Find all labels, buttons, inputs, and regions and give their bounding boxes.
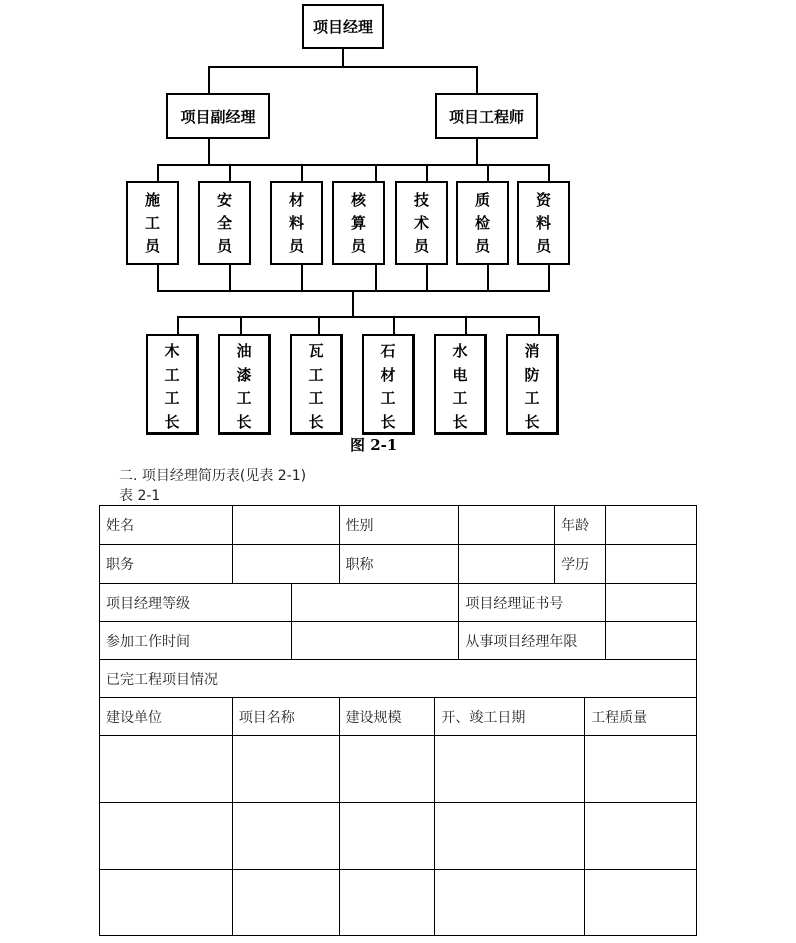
- node-stone-foreman: 石 材 工 长: [362, 334, 415, 435]
- cell-label-certificate-no: 项目经理证书号: [459, 584, 606, 622]
- section-title: 二. 项目经理简历表(见表 2-1): [119, 468, 307, 484]
- table-cell: [339, 870, 435, 936]
- connector-line: [476, 138, 478, 165]
- node-carpenter-foreman: 木 工 工 长: [146, 334, 199, 435]
- figure-caption: 图 2-1: [350, 436, 398, 454]
- connector-line: [240, 316, 242, 335]
- cell-label-age: 年龄: [555, 506, 606, 545]
- cell-label-name: 姓名: [100, 506, 233, 545]
- table-row: [100, 803, 697, 870]
- cell-value-title: [459, 545, 555, 584]
- table-header-row: [100, 698, 697, 736]
- connector-line: [375, 164, 377, 182]
- table-cell: [585, 736, 697, 803]
- cell-label-manager-years: 从事项目经理年限: [459, 622, 606, 660]
- table-cell: [232, 803, 339, 870]
- table-cell: [435, 870, 585, 936]
- connector-line: [208, 138, 210, 165]
- node-deputy-manager: 项目副经理: [166, 93, 270, 139]
- connector-line: [487, 164, 489, 182]
- cell-value-certificate-no: [606, 584, 697, 622]
- table-cell: [100, 870, 233, 936]
- node-project-manager: 项目经理: [302, 4, 384, 49]
- table-row: [100, 660, 697, 698]
- connector-line: [393, 316, 395, 335]
- node-quality-staff: 质 检 员: [456, 181, 509, 265]
- connector-line: [208, 66, 210, 94]
- cell-value-work-start: [291, 622, 459, 660]
- table-row: [100, 584, 697, 622]
- node-mason-foreman: 瓦 工 工 长: [290, 334, 343, 435]
- cell-value-manager-years: [606, 622, 697, 660]
- node-fire-foreman: 消 防 工 长: [506, 334, 559, 435]
- table-cell: [585, 803, 697, 870]
- table-cell: [100, 803, 233, 870]
- connector-line: [465, 316, 467, 335]
- header-construction-unit: 建设单位: [100, 698, 233, 736]
- header-project-name: 项目名称: [232, 698, 339, 736]
- connector-line: [177, 316, 179, 335]
- connector-line: [229, 264, 231, 291]
- node-technical-staff: 技 术 员: [395, 181, 448, 265]
- cell-value-manager-level: [291, 584, 459, 622]
- connector-line: [208, 66, 478, 68]
- connector-line: [342, 48, 344, 67]
- cell-value-age: [606, 506, 697, 545]
- node-accounting-staff: 核 算 员: [332, 181, 385, 265]
- header-scale: 建设规模: [339, 698, 435, 736]
- connector-line: [487, 264, 489, 291]
- connector-line: [548, 164, 550, 182]
- node-material-staff: 材 料 员: [270, 181, 323, 265]
- table-row: [100, 870, 697, 936]
- table-row: [100, 506, 697, 545]
- cell-label-position: 职务: [100, 545, 233, 584]
- connector-line: [352, 290, 354, 317]
- cell-label-manager-level: 项目经理等级: [100, 584, 292, 622]
- header-quality: 工程质量: [585, 698, 697, 736]
- connector-line: [548, 264, 550, 291]
- table-cell: [232, 870, 339, 936]
- table-cell: [339, 736, 435, 803]
- cell-label-gender: 性别: [339, 506, 459, 545]
- table-row: [100, 736, 697, 803]
- cell-completed-projects: 已完工程项目情况: [100, 660, 697, 698]
- node-painter-foreman: 油 漆 工 长: [218, 334, 271, 435]
- table-row: [100, 545, 697, 584]
- connector-line: [301, 264, 303, 291]
- node-plumbing-foreman: 水 电 工 长: [434, 334, 487, 435]
- resume-table: [99, 505, 697, 936]
- connector-line: [157, 264, 159, 291]
- connector-line: [229, 164, 231, 182]
- node-project-engineer: 项目工程师: [435, 93, 538, 139]
- table-row: [100, 622, 697, 660]
- cell-label-education: 学历: [555, 545, 606, 584]
- table-cell: [585, 870, 697, 936]
- cell-value-education: [606, 545, 697, 584]
- table-cell: [232, 736, 339, 803]
- cell-value-name: [232, 506, 339, 545]
- table-label: 表 2-1: [119, 488, 161, 504]
- connector-line: [426, 264, 428, 291]
- node-safety-staff: 安 全 员: [198, 181, 251, 265]
- connector-line: [318, 316, 320, 335]
- table-cell: [435, 736, 585, 803]
- table-cell: [435, 803, 585, 870]
- connector-line: [177, 316, 540, 318]
- cell-value-position: [232, 545, 339, 584]
- node-construction-staff: 施 工 员: [126, 181, 179, 265]
- cell-label-title: 职称: [339, 545, 459, 584]
- connector-line: [157, 164, 550, 166]
- cell-value-gender: [459, 506, 555, 545]
- node-document-staff: 资 料 员: [517, 181, 570, 265]
- connector-line: [301, 164, 303, 182]
- connector-line: [426, 164, 428, 182]
- table-cell: [100, 736, 233, 803]
- connector-line: [157, 164, 159, 182]
- connector-line: [538, 316, 540, 335]
- header-dates: 开、竣工日期: [435, 698, 585, 736]
- table-cell: [339, 803, 435, 870]
- connector-line: [476, 66, 478, 94]
- connector-line: [375, 264, 377, 291]
- cell-label-work-start: 参加工作时间: [100, 622, 292, 660]
